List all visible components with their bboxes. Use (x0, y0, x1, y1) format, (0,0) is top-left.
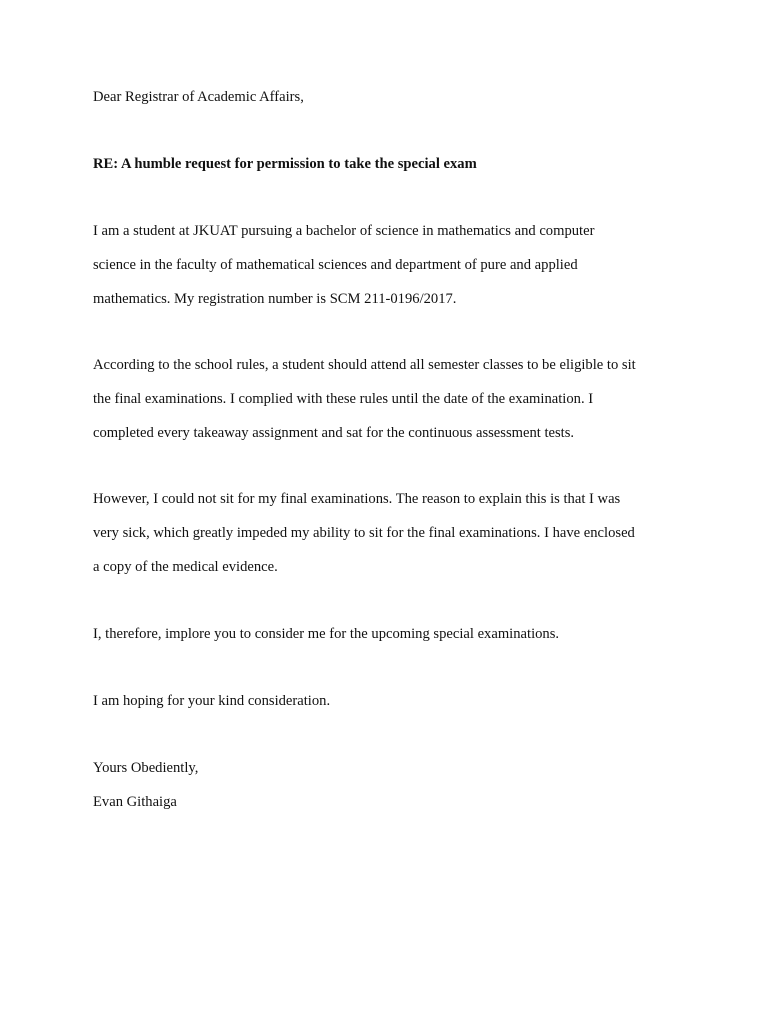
paragraph-2-line-1: According to the school rules, a student should attend all semester classes to be eligible to sit (93, 357, 636, 373)
paragraph-2-line-2: the final examinations. I complied with these rules until the date of the examination. I (93, 391, 594, 407)
signature-name: Evan Githaiga (93, 794, 177, 810)
paragraph-3-line-2: very sick, which greatly impeded my ability to sit for the final examinations. I have enclosed (93, 525, 635, 541)
paragraph-1-line-3: mathematics. My registration number is SCM 211-0196/2017. (93, 291, 457, 307)
paragraph-2-line-3: completed every takeaway assignment and sat for the continuous assessment tests. (93, 425, 575, 441)
paragraph-5: I am hoping for your kind consideration. (93, 693, 331, 709)
paragraph-1-line-2: science in the faculty of mathematical sciences and department of pure and applied (93, 257, 578, 273)
subject-line: RE: A humble request for permission to take the special exam (93, 156, 477, 172)
closing: Yours Obediently, (93, 760, 199, 776)
paragraph-4: I, therefore, implore you to consider me for the upcoming special examinations. (93, 626, 560, 642)
paragraph-1-line-1: I am a student at JKUAT pursuing a bachelor of science in mathematics and computer (93, 223, 595, 239)
paragraph-3-line-1: However, I could not sit for my final examinations. The reason to explain this is that I was (93, 491, 621, 507)
paragraph-3-line-3: a copy of the medical evidence. (93, 559, 278, 575)
salutation: Dear Registrar of Academic Affairs, (93, 89, 304, 105)
